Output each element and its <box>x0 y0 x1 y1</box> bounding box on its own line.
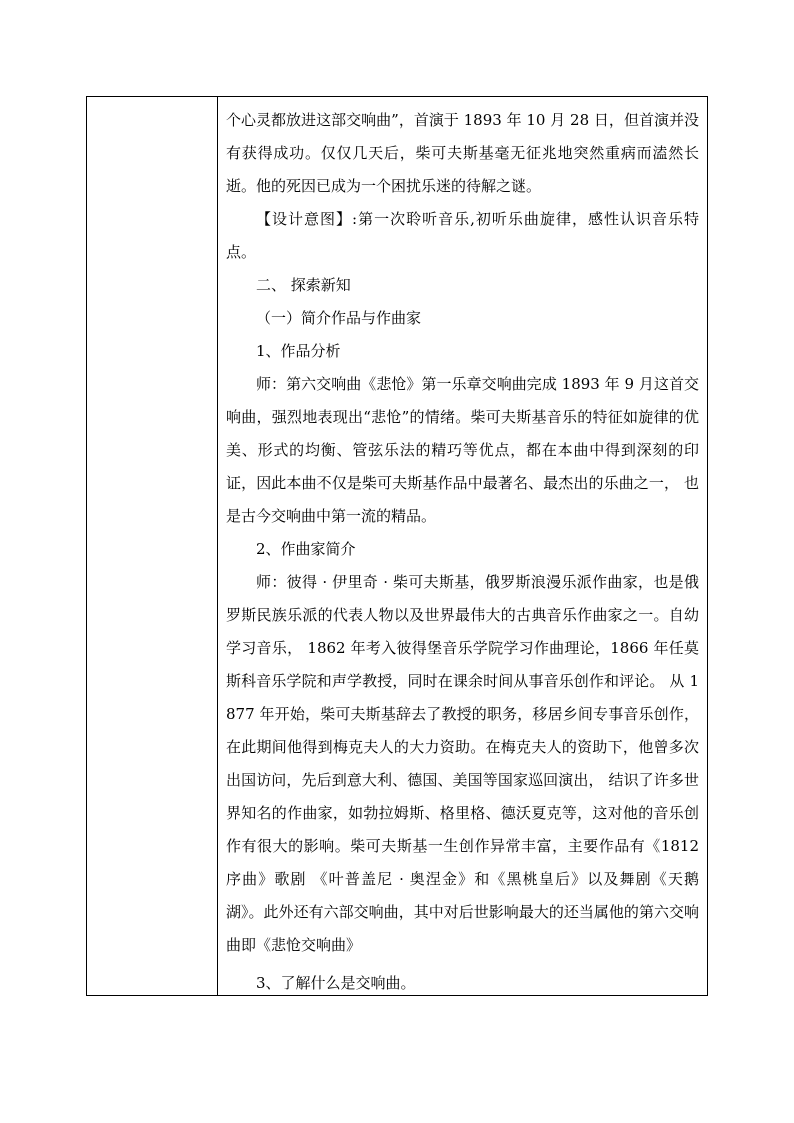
paragraph: 师：第六交响曲《悲怆》第一乐章交响曲完成 1893 年 9 月这首交响曲，强烈地表现出“悲怆”的情绪。柴可夫斯基音乐的特征如旋律的优美、形式的均衡、管弦乐法的精巧等优点，都在本曲中得到深刻的印证，因此本曲不仅是柴可夫斯基作品中最著名、最杰出的乐曲之一， 也是古今交响曲中第一流的精品。 <box>226 375 699 525</box>
item-heading: 1、作品分析 <box>256 342 341 360</box>
item-heading: 3、了解什么是交响曲。 <box>256 974 416 992</box>
paragraph: 个心灵都放进这部交响曲”，首演于 1893 年 10 月 28 日，但首演并没有获得成功。仅仅几天后，柴可夫斯基毫无征兆地突然重病而溘然长逝。他的死因已成为一个困扰乐迷的待解之谜。 <box>226 111 699 195</box>
section-heading: 二、 探索新知 <box>256 276 351 294</box>
lesson-content <box>226 104 699 962</box>
subsection-heading: （一）简介作品与作曲家 <box>256 309 422 327</box>
column-divider <box>217 97 218 995</box>
paragraph: 师：彼得 · 伊里奇 · 柴可夫斯基，俄罗斯浪漫乐派作曲家，也是俄罗斯民族乐派的代表人物以及世界最伟大的古典音乐作曲家之一。自幼学习音乐， 1862 年考入彼得堡音乐学院学习作曲理论，1866 年任莫斯科音乐学院和声学教授，同时在课余时间从事音乐创作和评论。 从 1877 年开始，柴可夫斯基辞去了教授的职务，移居乡间专事音乐创作， 在此期间他得到梅克夫人的大力资助。在梅克夫人的资助下，他曾多次出国访问，先后到意大利、德国、美国等国家巡回演出， 结识了许多世界知名的作曲家，如勃拉姆斯、格里格、德沃夏克等，这对他的音乐创作有很大的影响。柴可夫斯基一生创作异常丰富，主要作品有《1812 序曲》歌剧 《叶普盖尼 · 奥涅金》和《黑桃皇后》以及舞剧《天鹅湖》。此外还有六部交响曲，其中对后世影响最大的还当属他的第六交响曲即《悲怆交响曲》 <box>226 573 699 954</box>
item-heading: 2、作曲家简介 <box>256 540 356 558</box>
paragraph: 【设计意图】:第一次聆听音乐,初听乐曲旋律，感性认识音乐特点。 <box>226 210 699 261</box>
